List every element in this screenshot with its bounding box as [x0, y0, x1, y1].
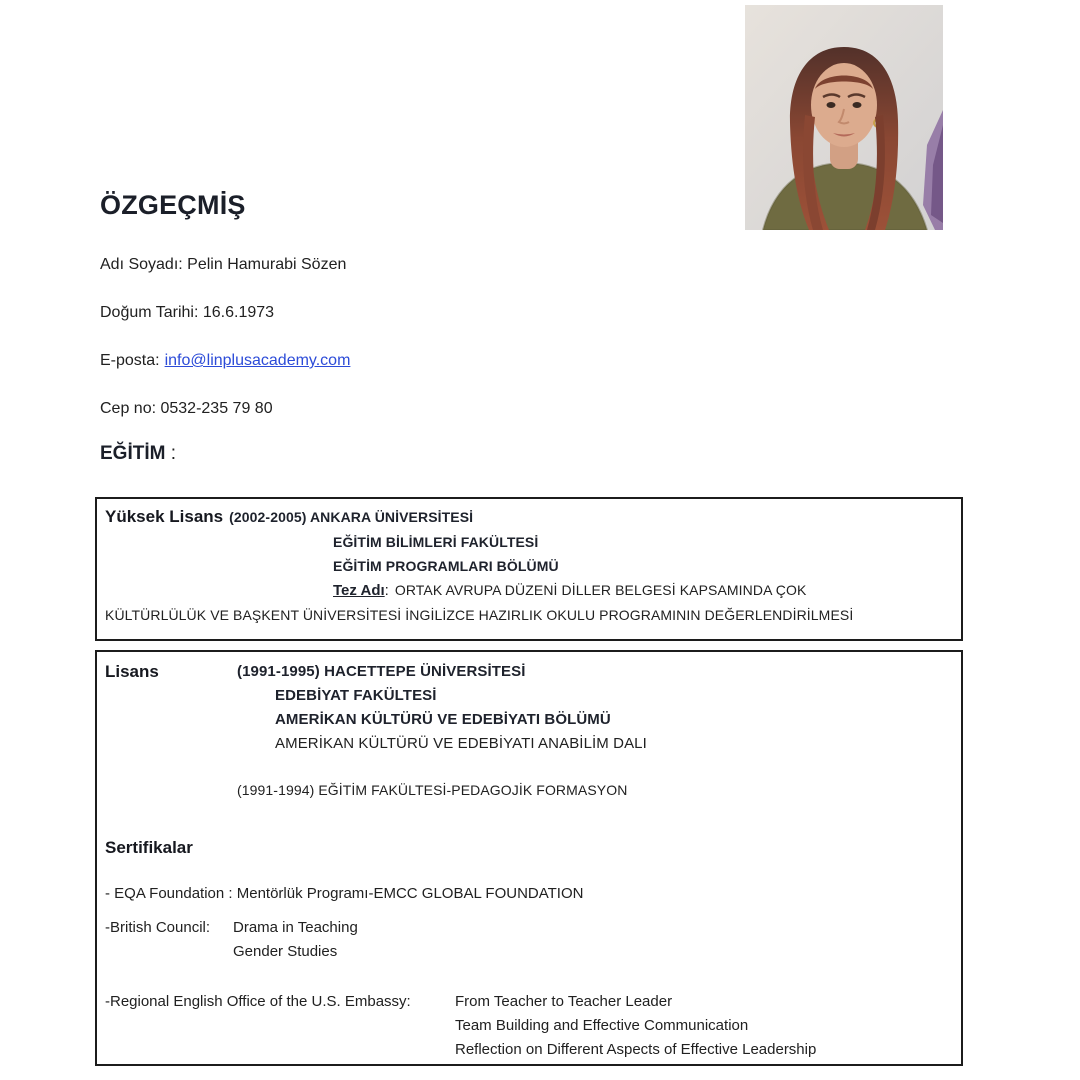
bachelors-faculty: EDEBİYAT FAKÜLTESİ	[275, 687, 437, 704]
british-council-label: -British Council:	[105, 919, 211, 936]
masters-university: (2002-2005) ANKARA ÜNİVERSİTESİ	[229, 509, 474, 525]
masters-degree: Yüksek Lisans	[105, 507, 224, 526]
bachelors-university: (1991-1995) HACETTEPE ÜNİVERSİTESİ	[237, 663, 526, 680]
bachelors-certificates-box	[95, 650, 963, 1066]
course-teacher-leader: From Teacher to Teacher Leader	[455, 993, 673, 1010]
thesis-colon: :	[384, 582, 389, 599]
masters-line1	[105, 505, 953, 530]
course-team-building: Team Building and Effective Communication	[455, 1017, 749, 1034]
profile-photo	[745, 5, 943, 230]
certificates-heading: Sertifikalar	[105, 838, 193, 857]
pedagogy-line: (1991-1994) EĞİTİM FAKÜLTESİ-PEDAGOJİK FORMASYON	[237, 782, 628, 798]
regional-office-courses	[455, 990, 816, 1062]
name-line: Adı Soyadı: Pelin Hamurabi Sözen	[100, 256, 347, 273]
bachelors-major: AMERİKAN KÜLTÜRÜ VE EDEBİYATI ANABİLİM DALI	[275, 735, 647, 752]
bachelors-degree: Lisans	[105, 662, 159, 681]
course-gender: Gender Studies	[233, 943, 338, 960]
birthdate-line: Doğum Tarihi: 16.6.1973	[100, 304, 275, 321]
masters-education-box	[95, 497, 963, 641]
education-heading	[100, 443, 176, 465]
bachelors-department: AMERİKAN KÜLTÜRÜ VE EDEBİYATI BÖLÜMÜ	[275, 711, 611, 728]
course-reflection: Reflection on Different Aspects of Effective Leadership	[455, 1041, 817, 1058]
certificate-regional-english-office	[105, 990, 953, 1062]
regional-office-label: -Regional English Office of the U.S. Embassy:	[105, 993, 411, 1010]
thesis-label: Tez Adı	[333, 582, 385, 599]
british-council-courses	[233, 916, 358, 964]
thesis-title-part1: ORTAK AVRUPA DÜZENİ DİLLER BELGESİ KAPSAMINDA ÇOK	[394, 582, 807, 598]
masters-department: EĞİTİM PROGRAMLARI BÖLÜMÜ	[333, 558, 559, 574]
bachelors-row	[105, 660, 953, 756]
education-heading-colon: :	[165, 443, 177, 464]
email-line	[100, 352, 350, 370]
certificate-eqa: - EQA Foundation : Mentörlük Programı-EMCC GLOBAL FOUNDATION	[105, 885, 584, 902]
course-drama: Drama in Teaching	[233, 919, 358, 936]
thesis-title-part2: KÜLTÜRLÜLÜK VE BAŞKENT ÜNİVERSİTESİ İNGİLİZCE HAZIRLIK OKULU PROGRAMININ DEĞERLENDİRİLMESİ	[105, 607, 854, 623]
email-label: E-posta:	[100, 352, 160, 369]
phone-line: Cep no: 0532-235 79 80	[100, 400, 273, 417]
profile-photo-illustration	[745, 5, 943, 230]
masters-faculty: EĞİTİM BİLİMLERİ FAKÜLTESİ	[333, 534, 539, 550]
certificate-british-council	[105, 916, 953, 964]
education-heading-text: EĞİTİM	[100, 443, 166, 464]
email-link[interactable]: info@linplusacademy.com	[164, 352, 351, 369]
bachelors-details	[237, 660, 647, 756]
page-title: ÖZGEÇMİŞ	[100, 190, 246, 220]
masters-thesis-line	[333, 578, 953, 603]
